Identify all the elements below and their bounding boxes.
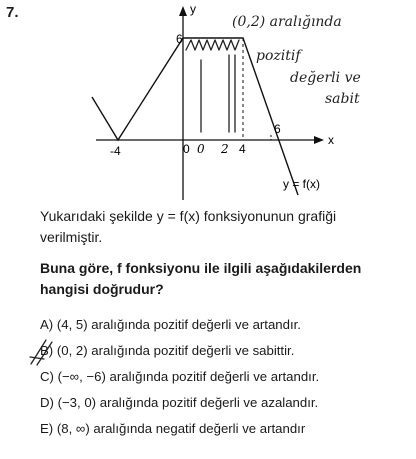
answer-options (40, 312, 410, 442)
tick-label-x0: 0 (183, 142, 190, 156)
tick-label-y6: 6 (176, 32, 183, 46)
option-d[interactable] (40, 390, 410, 416)
x-axis-label: x (328, 133, 334, 147)
curve-label: y = f(x) (283, 177, 321, 191)
x-axis-arrow (314, 136, 324, 144)
option-c[interactable] (40, 364, 410, 390)
hand-tick-0: 0 (197, 142, 205, 156)
option-text: (−∞, −6) aralığında pozitif değerli ve artandır. (57, 369, 320, 384)
question-prompt: Buna göre, f fonksiyonu ile ilgili aşağıdakilerden hangisi doğrudur? (40, 260, 362, 297)
option-letter: D) (40, 395, 54, 410)
hand-tick-2: 2 (221, 142, 229, 156)
option-text: (0, 2) aralığında pozitif değerli ve sabittir. (56, 343, 295, 358)
y-axis-arrow (179, 6, 187, 16)
option-letter: B) (40, 343, 54, 358)
question-stem: Yukarıdaki şekilde y = f(x) fonksiyonunun grafiği verilmiştir. (40, 208, 337, 245)
option-letter: A) (40, 317, 54, 332)
tick-label-xneg4: -4 (110, 144, 121, 158)
option-text: (−3, 0) aralığında pozitif değerli ve azalandır. (57, 395, 319, 410)
option-letter: E) (40, 421, 54, 436)
option-b[interactable] (40, 338, 410, 364)
tick-label-x4: 4 (239, 142, 246, 156)
question-number: 7. (6, 4, 19, 21)
tick-label-x6: 6 (274, 122, 281, 136)
option-text: (4, 5) aralığında pozitif değerli ve artandır. (56, 317, 301, 332)
option-e[interactable] (40, 416, 410, 442)
selected-option-mark (28, 337, 68, 367)
function-graph (0, 0, 416, 205)
y-axis-label: y (190, 2, 196, 16)
option-letter: C) (40, 369, 54, 384)
option-text: (8, ∞) aralığında negatif değerli ve artandır (56, 421, 306, 436)
option-a[interactable] (40, 312, 410, 338)
handwritten-note: (0,2) aralığında pozitif değerli ve sabit (232, 14, 361, 107)
